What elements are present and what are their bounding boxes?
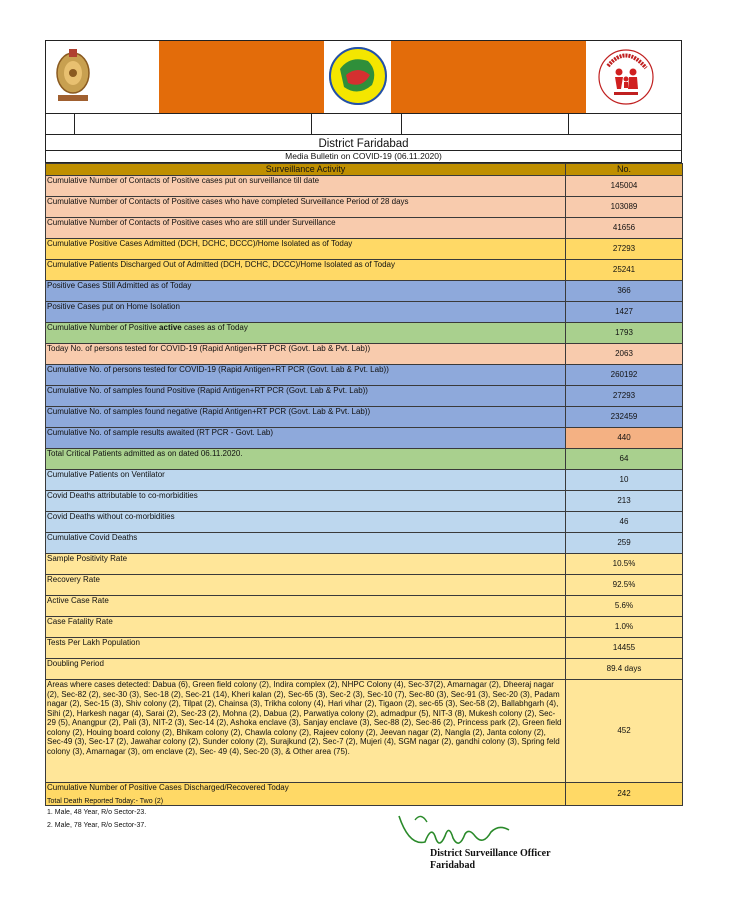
death-entry-2: 2. Male, 78 Year, R/o Sector-37. [47, 822, 147, 829]
activity-label: Positive Cases Still Admitted as of Today [46, 281, 566, 302]
table-row [46, 449, 683, 470]
table-row [46, 260, 683, 281]
activity-label: Cumulative Number of Contacts of Positive cases who are still under Surveillance [46, 218, 566, 239]
surveillance-table [45, 163, 683, 806]
activity-value: 1427 [566, 302, 683, 323]
activity-value: 2063 [566, 344, 683, 365]
table-row [46, 281, 683, 302]
table-row [46, 365, 683, 386]
officer-title: District Surveillance Officer [430, 848, 551, 859]
activity-label: Positive Cases put on Home Isolation [46, 302, 566, 323]
death-report-title: Total Death Reported Today:- Two (2) [47, 798, 164, 805]
title-box [45, 135, 682, 163]
activity-label: Case Fatality Rate [46, 617, 566, 638]
activity-value: 89.4 days [566, 659, 683, 680]
table-row [46, 512, 683, 533]
activity-value: 14455 [566, 638, 683, 659]
activity-value: 1.0% [566, 617, 683, 638]
table-header-row [46, 164, 683, 176]
table-row [46, 659, 683, 680]
table-row [46, 407, 683, 428]
activity-value: 452 [566, 680, 683, 783]
activity-label: Doubling Period [46, 659, 566, 680]
activity-label: Cumulative Number of Positive Cases Discharged/Recovered Today [46, 783, 566, 806]
activity-value: 27293 [566, 386, 683, 407]
national-health-mission-logo-icon [591, 45, 661, 109]
district-title: District Faridabad [318, 138, 409, 150]
table-row [46, 638, 683, 659]
activity-value: 1793 [566, 323, 683, 344]
officer-place: Faridabad [430, 860, 476, 871]
bulletin-subtitle: Media Bulletin on COVID-19 (06.11.2020) [46, 150, 681, 162]
table-row [46, 617, 683, 638]
globe-emblem-icon [326, 43, 390, 109]
activity-value: 260192 [566, 365, 683, 386]
activity-value: 5.6% [566, 596, 683, 617]
activity-label: Cumulative Number of Positive active cases as of Today [46, 323, 566, 344]
orange-band-right [391, 41, 586, 113]
activity-label: Active Case Rate [46, 596, 566, 617]
activity-value: 64 [566, 449, 683, 470]
activity-label: Cumulative Patients Discharged Out of Admitted (DCH, DCHC, DCCC)/Home Isolated as of Today [46, 260, 566, 281]
activity-label: Cumulative Patients on Ventilator [46, 470, 566, 491]
table-row [46, 239, 683, 260]
table-row [46, 197, 683, 218]
column-header-number: No. [566, 164, 683, 176]
table-row [46, 176, 683, 197]
activity-label: Areas where cases detected: Dabua (6), Green field colony (2), Indira complex (2), NHPC Colony (4), Sec-37(2), Amarnagar (2), Dheeraj nagar (2), Sec-82 (2), sec-30 (3), Sec-18 (2), Sec-21 (14), Kheri kalan (2), Sec-65 (3), Sec-2 (3), Sec-10 (7), Sec-80 (3), Sec-91 (3), Sec-20 (3), Padam nagar (2), Sec-15 (3), Shiv colony (2), Tilpat (2), Chainsa (3), Trikha colony (4), Hari vihar (2), Tigaon (2), sec-65 (3), Sec-58 (2), Ballabhgarh (4), Sihi (2), Harkesh nagar (4), Sarai (2), Sec-23 (2), Mohna (2), Dabua (2), Parwatiya colony (2), admadpur (5), NIT-3 (8), Mukesh colony (2), Sec-29 (5), Anangpur (2), Pali (3), NIT-2 (3), Sec-14 (2), Ashoka enclave (3), Sanjay enclave (3), Sec-88 (2), Sec-86 (2), Princess park (2), Green field colony (2), Houing board colony (2), Bhikam colony (2), Chawla colony (2), Rajeev colony (2), Jeevan nagar (2), Nangla (2), Janta colony (2), Sec-49 (3), Sec-17 (2), Jawahar colony (2), Sunder colony (2), Surajkund (2), Sec-7 (2), Mujeri (4), SGM nagar (2), gandhi colony (3), Spring feld colony (3), Amarnagar (3), om enclave (2), Sec- 49 (4), Sec-20 (3), & Other area (75). [46, 680, 566, 783]
column-header-activity: Surveillance Activity [46, 164, 566, 176]
table-row [46, 323, 683, 344]
bulletin-sheet [45, 40, 682, 806]
activity-value: 259 [566, 533, 683, 554]
activity-label: Total Critical Patients admitted as on dated 06.11.2020. [46, 449, 566, 470]
activity-value: 46 [566, 512, 683, 533]
activity-value: 232459 [566, 407, 683, 428]
orange-band-left [159, 41, 324, 113]
haryana-emblem-icon [48, 43, 98, 109]
activity-label: Cumulative No. of persons tested for COVID-19 (Rapid Antigen+RT PCR (Govt. Lab & Pvt. Lab)) [46, 365, 566, 386]
table-row [46, 386, 683, 407]
table-row [46, 470, 683, 491]
table-row [46, 344, 683, 365]
activity-value: 213 [566, 491, 683, 512]
activity-value: 103089 [566, 197, 683, 218]
table-row [46, 428, 683, 449]
activity-label: Cumulative No. of samples found Positive (Rapid Antigen+RT PCR (Govt. Lab & Pvt. Lab)) [46, 386, 566, 407]
activity-label: Today No. of persons tested for COVID-19 (Rapid Antigen+RT PCR (Govt. Lab & Pvt. Lab)) [46, 344, 566, 365]
activity-value: 440 [566, 428, 683, 449]
header-banner [45, 40, 682, 113]
table-row [46, 491, 683, 512]
activity-label: Cumulative Covid Deaths [46, 533, 566, 554]
activity-value: 366 [566, 281, 683, 302]
activity-value: 242 [566, 783, 683, 806]
activity-label: Cumulative Number of Contacts of Positive cases who have completed Surveillance Period of 28 days [46, 197, 566, 218]
activity-value: 25241 [566, 260, 683, 281]
table-row [46, 302, 683, 323]
activity-value: 10 [566, 470, 683, 491]
activity-label: Recovery Rate [46, 575, 566, 596]
activity-value: 27293 [566, 239, 683, 260]
header-spacer-row [45, 113, 682, 135]
activity-label: Covid Deaths attributable to co-morbidities [46, 491, 566, 512]
table-row [46, 575, 683, 596]
table-row [46, 533, 683, 554]
activity-label: Tests Per Lakh Population [46, 638, 566, 659]
activity-label: Cumulative No. of sample results awaited (RT PCR - Govt. Lab) [46, 428, 566, 449]
activity-label: Sample Positivity Rate [46, 554, 566, 575]
table-row [46, 596, 683, 617]
activity-value: 145004 [566, 176, 683, 197]
table-row [46, 218, 683, 239]
signature-block [430, 848, 551, 872]
activity-label: Cumulative Positive Cases Admitted (DCH, DCHC, DCCC)/Home Isolated as of Today [46, 239, 566, 260]
table-row [46, 680, 683, 783]
table-row [46, 554, 683, 575]
activity-label: Covid Deaths without co-morbidities [46, 512, 566, 533]
activity-value: 10.5% [566, 554, 683, 575]
activity-label: Cumulative Number of Contacts of Positive cases put on surveillance till date [46, 176, 566, 197]
activity-label: Cumulative No. of samples found negative (Rapid Antigen+RT PCR (Govt. Lab & Pvt. Lab)) [46, 407, 566, 428]
activity-value: 41656 [566, 218, 683, 239]
death-entry-1: 1. Male, 48 Year, R/o Sector-23. [47, 809, 147, 816]
activity-value: 92.5% [566, 575, 683, 596]
